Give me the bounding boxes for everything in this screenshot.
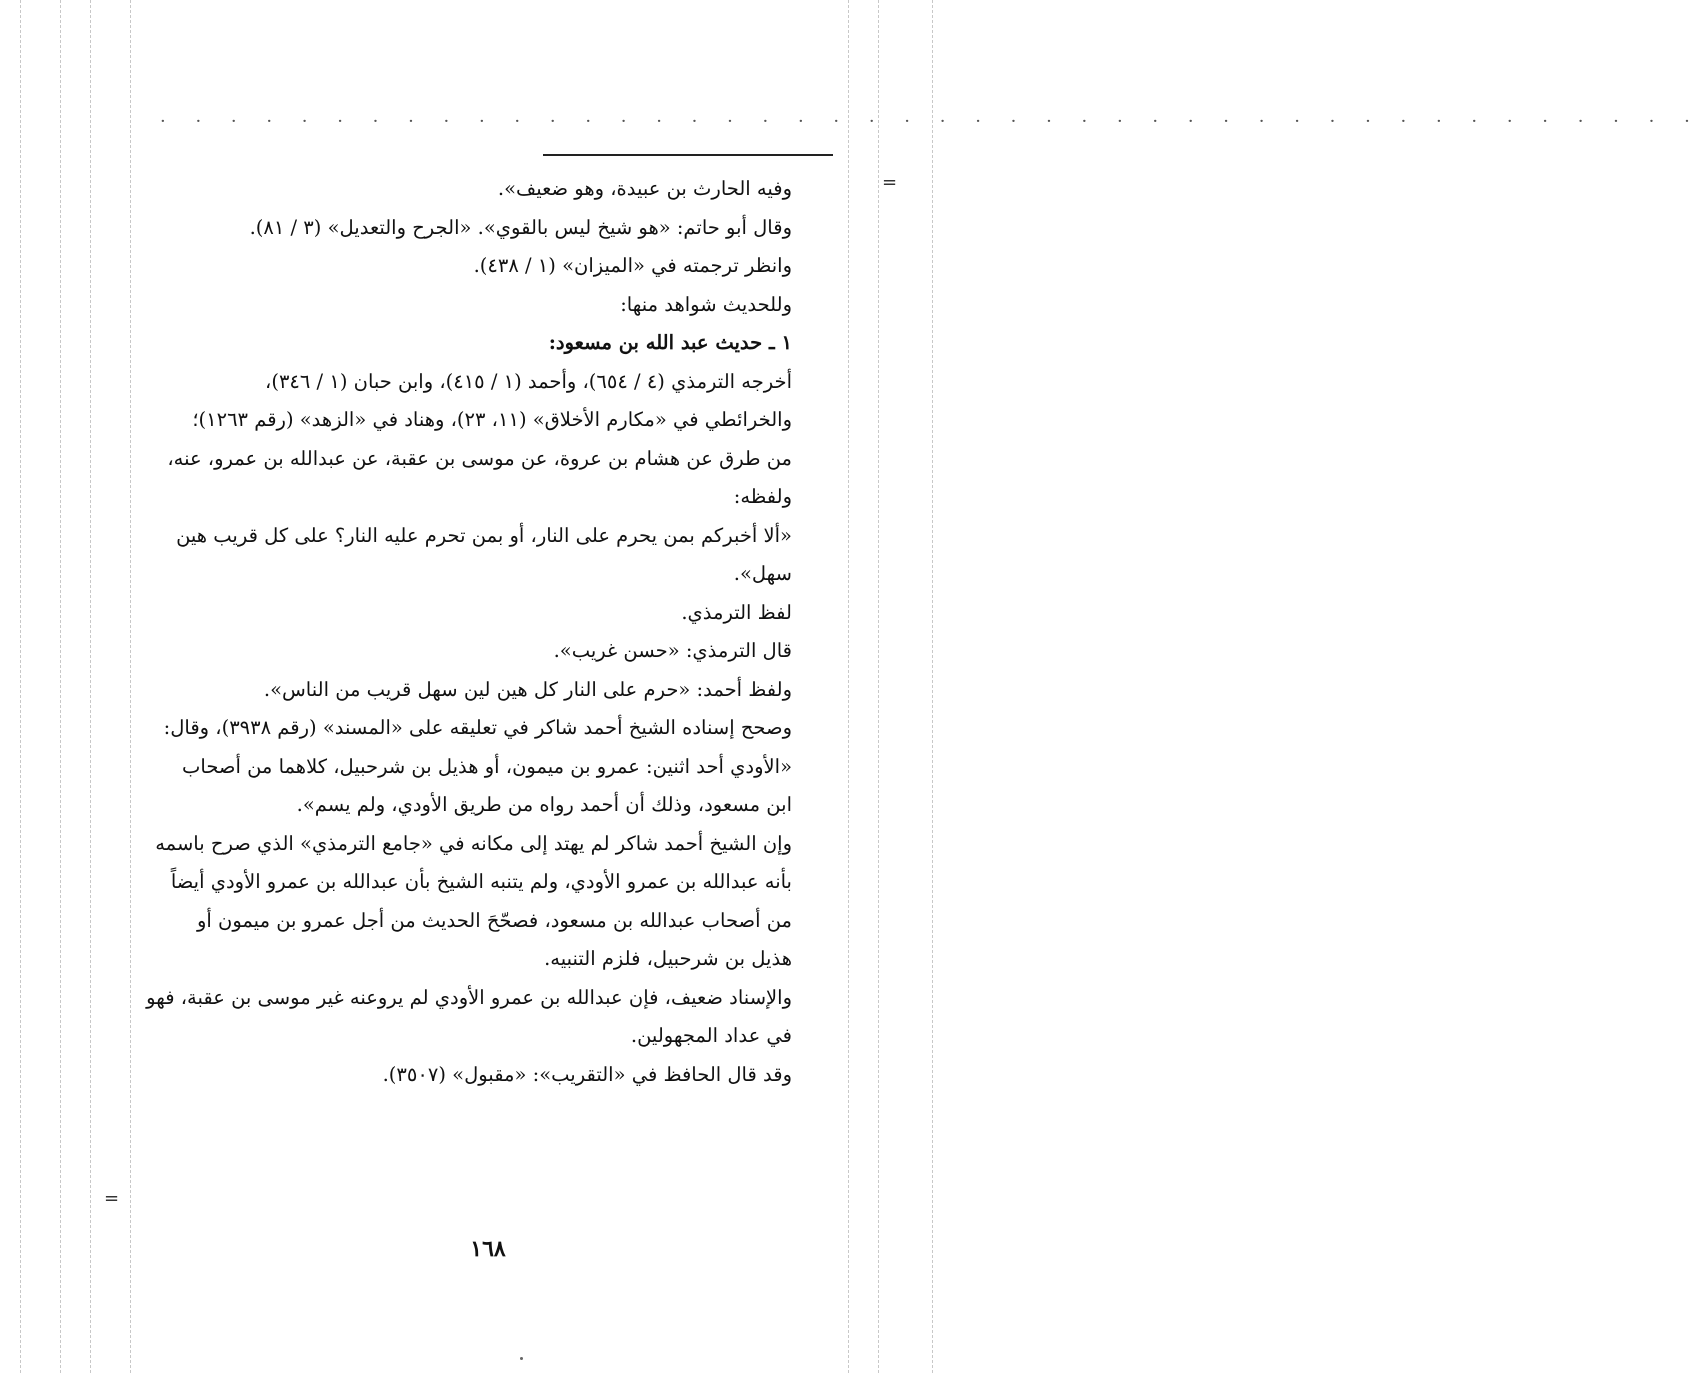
- text-line: لفظ الترمذي.: [681, 600, 792, 624]
- text-line: هذيل بن شرحبيل، فلزم التنبيه.: [544, 947, 792, 970]
- text-line: وقد قال الحافظ في «التقريب»: «مقبول» (٣٥٠٧).: [382, 1062, 792, 1086]
- scan-guide-line-6: [878, 0, 879, 1373]
- page-number: ١٦٨: [470, 1236, 506, 1262]
- text-line: قال الترمذي: «حسن غريب».: [553, 639, 792, 662]
- footnote-separator: [543, 154, 833, 156]
- scan-guide-line-3: [90, 0, 91, 1373]
- text-line: ولفظه:: [733, 485, 792, 508]
- text-line: من أصحاب عبدالله بن مسعود، فصحّحَ الحديث من أجل عمرو بن ميمون أو: [196, 908, 792, 932]
- text-line: سهل».: [733, 562, 792, 585]
- text-line: وإن الشيخ أحمد شاكر لم يهتد إلى مكانه في «جامع الترمذي» الذي صرح باسمه: [155, 831, 792, 855]
- text-line: أخرجه الترمذي (٤ / ٦٥٤)، وأحمد (١ / ٤١٥)، وابن حبان (١ / ٣٤٦)،: [265, 369, 792, 393]
- text-line: وفيه الحارث بن عبيدة، وهو ضعيف».: [497, 177, 792, 200]
- margin-mark-top: =: [882, 172, 898, 193]
- text-line: في عداد المجهولين.: [630, 1024, 792, 1047]
- scan-guide-line-1: [20, 0, 21, 1373]
- text-line: وصحح إسناده الشيخ أحمد شاكر في تعليقه على «المسند» (رقم ٣٩٣٨)، وقال:: [163, 716, 792, 739]
- text-line: وانظر ترجمته في «الميزان» (١ / ٤٣٨).: [473, 254, 792, 277]
- text-line: وقال أبو حاتم: «هو شيخ ليس بالقوي». «الجرح والتعديل» (٣ / ٨١).: [249, 215, 792, 239]
- footnote-body: [132, 170, 792, 1094]
- margin-mark-bottom: =: [104, 1188, 120, 1209]
- scan-guide-line-4: [130, 0, 131, 1373]
- text-line: من طرق عن هشام بن عروة، عن موسى بن عقبة، عن عبدالله بن عمرو، عنه،: [167, 446, 792, 470]
- text-line: «الأودي أحد اثنين: عمرو بن ميمون، أو هذيل بن شرحبيل، كلاهما من أصحاب: [182, 754, 792, 778]
- section-heading: ١ ـ حديث عبد الله بن مسعود:: [548, 331, 792, 354]
- text-line: بأنه عبدالله بن عمرو الأودي، ولم يتنبه الشيخ بأن عبدالله بن عمرو الأودي أيضاً: [170, 870, 792, 893]
- scan-guide-line-7: [932, 0, 933, 1373]
- header-dotted-rule: · · · · · · · · · · · · · · · · · · · · · · · · · · · · · · · · · · · · · · · · · · · ·: [160, 111, 1702, 132]
- scan-speck: [520, 1357, 523, 1360]
- text-line: ولفظ أحمد: «حرم على النار كل هين لين سهل قريب من الناس».: [263, 677, 792, 701]
- scan-guide-line-2: [60, 0, 61, 1373]
- text-line: «ألا أخبركم بمن يحرم على النار، أو بمن تحرم عليه النار؟ على كل قريب هين: [176, 523, 792, 547]
- text-line: وللحديث شواهد منها:: [620, 292, 792, 316]
- text-line: والإسناد ضعيف، فإن عبدالله بن عمرو الأودي لم يروعنه غير موسى بن عقبة، فهو: [146, 985, 792, 1009]
- text-line: ابن مسعود، وذلك أن أحمد رواه من طريق الأودي، ولم يسم».: [296, 793, 792, 816]
- scan-guide-line-5: [848, 0, 849, 1373]
- text-line: والخرائطي في «مكارم الأخلاق» (١١، ٢٣)، وهناد في «الزهد» (رقم ١٢٦٣)؛: [192, 408, 792, 431]
